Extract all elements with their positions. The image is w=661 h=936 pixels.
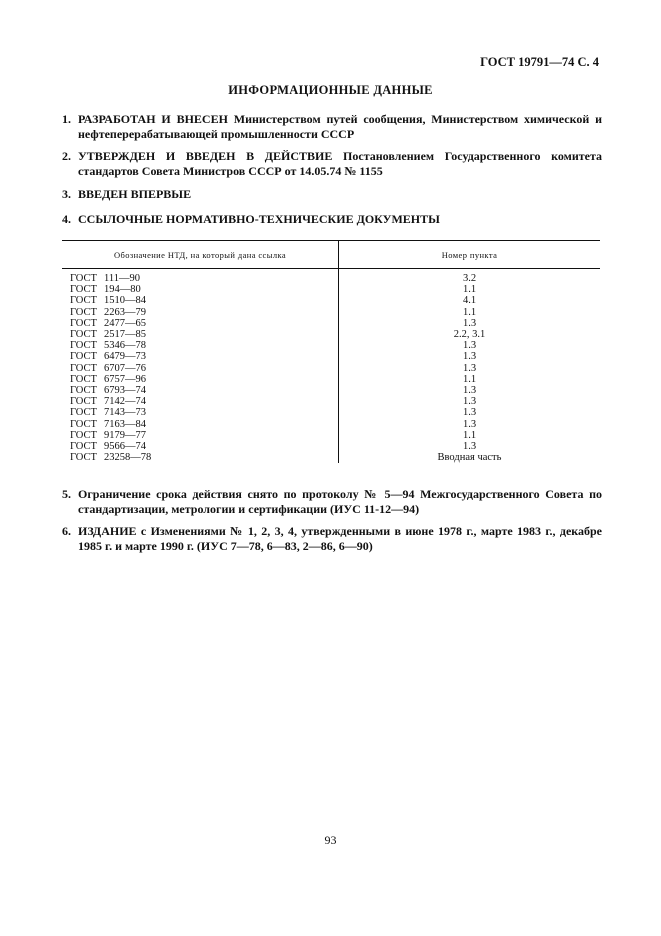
- table-row: [62, 269, 600, 285]
- doc-number: 2263—79: [104, 306, 146, 318]
- table-row: [62, 340, 600, 351]
- clause-number: 1.1: [462, 284, 477, 296]
- referenced-documents-table: [62, 240, 600, 463]
- item-text: Постановлением Государственного комитета стандартов Совета Министров СССР от 14.05.74 № 1155: [78, 149, 603, 178]
- clause-number: 1.3: [462, 407, 477, 419]
- clause-number: 1.1: [462, 306, 477, 318]
- table-row: [62, 295, 600, 306]
- doc-prefix: ГОСТ: [70, 407, 97, 419]
- doc-prefix: ГОСТ: [70, 362, 97, 374]
- section-title: ИНФОРМАЦИОННЫЕ ДАННЫЕ: [228, 83, 433, 97]
- doc-number: 6757—96: [104, 373, 146, 385]
- table-row: [62, 419, 600, 430]
- clause-number: Вводная часть: [437, 452, 502, 464]
- clause-number: 1.3: [462, 340, 477, 352]
- item-number: 3.: [62, 187, 71, 201]
- table-row: [62, 363, 600, 374]
- info-item-2: [62, 149, 602, 178]
- info-item-5: [62, 487, 602, 516]
- table-row: [62, 329, 600, 340]
- item-number: 4.: [62, 212, 71, 226]
- item-lead: РАЗРАБОТАН И ВНЕСЕН: [78, 112, 228, 126]
- clause-number: 1.3: [462, 418, 477, 430]
- doc-number: 7163—84: [104, 418, 146, 430]
- doc-number: 6707—76: [104, 362, 146, 374]
- doc-number: 2477—65: [104, 317, 146, 329]
- info-item-4: [62, 212, 602, 227]
- doc-prefix: ГОСТ: [70, 351, 97, 363]
- table-row: [62, 284, 600, 295]
- clause-number: 1.1: [462, 373, 477, 385]
- doc-number: 9566—74: [104, 441, 146, 453]
- doc-number: 194—80: [104, 284, 141, 296]
- table-row: [62, 452, 600, 463]
- info-item-3: [62, 187, 602, 202]
- clause-number: 2.2, 3.1: [453, 329, 486, 341]
- table-row: [62, 396, 600, 407]
- item-number: 2.: [62, 149, 71, 163]
- doc-prefix: ГОСТ: [70, 385, 97, 397]
- item-number: 5.: [62, 487, 71, 501]
- clause-number: 1.3: [462, 351, 477, 363]
- item-lead: УТВЕРЖДЕН И ВВЕДЕН В ДЕЙСТВИЕ: [78, 149, 333, 163]
- doc-prefix: ГОСТ: [70, 340, 97, 352]
- clause-number: 1.1: [462, 429, 477, 441]
- clause-number: 1.3: [462, 441, 477, 453]
- table-row: [62, 385, 600, 396]
- item-lead: ВВЕДЕН ВПЕРВЫЕ: [78, 187, 192, 201]
- doc-number: 5346—78: [104, 340, 146, 352]
- item-number: 1.: [62, 112, 71, 126]
- info-item-6: [62, 524, 602, 553]
- item-lead: ССЫЛОЧНЫЕ НОРМАТИВНО-ТЕХНИЧЕСКИЕ ДОКУМЕНТЫ: [78, 212, 440, 226]
- doc-number: 7142—74: [104, 396, 146, 408]
- item-lead: ИЗДАНИЕ: [78, 524, 137, 538]
- doc-number: 23258—78: [104, 452, 152, 464]
- document-reference-header: ГОСТ 19791—74 С. 4: [480, 55, 599, 69]
- clause-number: 3.2: [462, 273, 477, 284]
- table-row: [62, 441, 600, 452]
- table-row: [62, 351, 600, 362]
- doc-prefix: ГОСТ: [70, 306, 97, 318]
- doc-prefix: ГОСТ: [70, 429, 97, 441]
- clause-number: 1.3: [462, 362, 477, 374]
- doc-prefix: ГОСТ: [70, 317, 97, 329]
- item-text: Министерством путей сообщения, Министерством химической и нефтеперерабатывающей промышленности СССР: [78, 112, 602, 141]
- table-header-row: [62, 241, 600, 269]
- doc-number: 111—90: [104, 273, 140, 284]
- doc-number: 9179—77: [104, 429, 146, 441]
- doc-prefix: ГОСТ: [70, 284, 97, 296]
- doc-prefix: ГОСТ: [70, 329, 97, 341]
- clause-number: 1.3: [462, 385, 477, 397]
- clause-number: 4.1: [462, 295, 477, 307]
- doc-number: 6479—73: [104, 351, 146, 363]
- table-row: [62, 407, 600, 418]
- doc-prefix: ГОСТ: [70, 295, 97, 307]
- doc-prefix: ГОСТ: [70, 273, 97, 284]
- item-text: Ограничение срока действия снято по протоколу № 5—94 Межгосударственного Совета по стандартизации, метрологии и сертификации (ИУС 11-12—94): [78, 487, 602, 516]
- clause-number: 1.3: [462, 396, 477, 408]
- column-header-document: Обозначение НТД, на который дана ссылка: [62, 241, 339, 269]
- doc-number: 2517—85: [104, 329, 146, 341]
- clause-number: 1.3: [462, 317, 477, 329]
- doc-prefix: ГОСТ: [70, 441, 97, 453]
- table-row: [62, 374, 600, 385]
- column-header-clause: Номер пункта: [339, 241, 601, 269]
- table-row: [62, 430, 600, 441]
- table-row: [62, 307, 600, 318]
- info-item-1: [62, 112, 602, 141]
- page-number: 93: [324, 833, 337, 847]
- doc-prefix: ГОСТ: [70, 396, 97, 408]
- doc-number: 1510—84: [104, 295, 146, 307]
- item-number: 6.: [62, 524, 71, 538]
- doc-prefix: ГОСТ: [70, 373, 97, 385]
- doc-number: 7143—73: [104, 407, 146, 419]
- doc-number: 6793—74: [104, 385, 146, 397]
- doc-prefix: ГОСТ: [70, 418, 97, 430]
- item-text: с Изменениями № 1, 2, 3, 4, утвержденными в июне 1978 г., марте 1983 г., декабре 1985 г. и марте 1990 г. (ИУС 7—78, 6—83, 2—86, 6—90): [78, 524, 603, 553]
- doc-prefix: ГОСТ: [70, 452, 97, 464]
- table-row: [62, 318, 600, 329]
